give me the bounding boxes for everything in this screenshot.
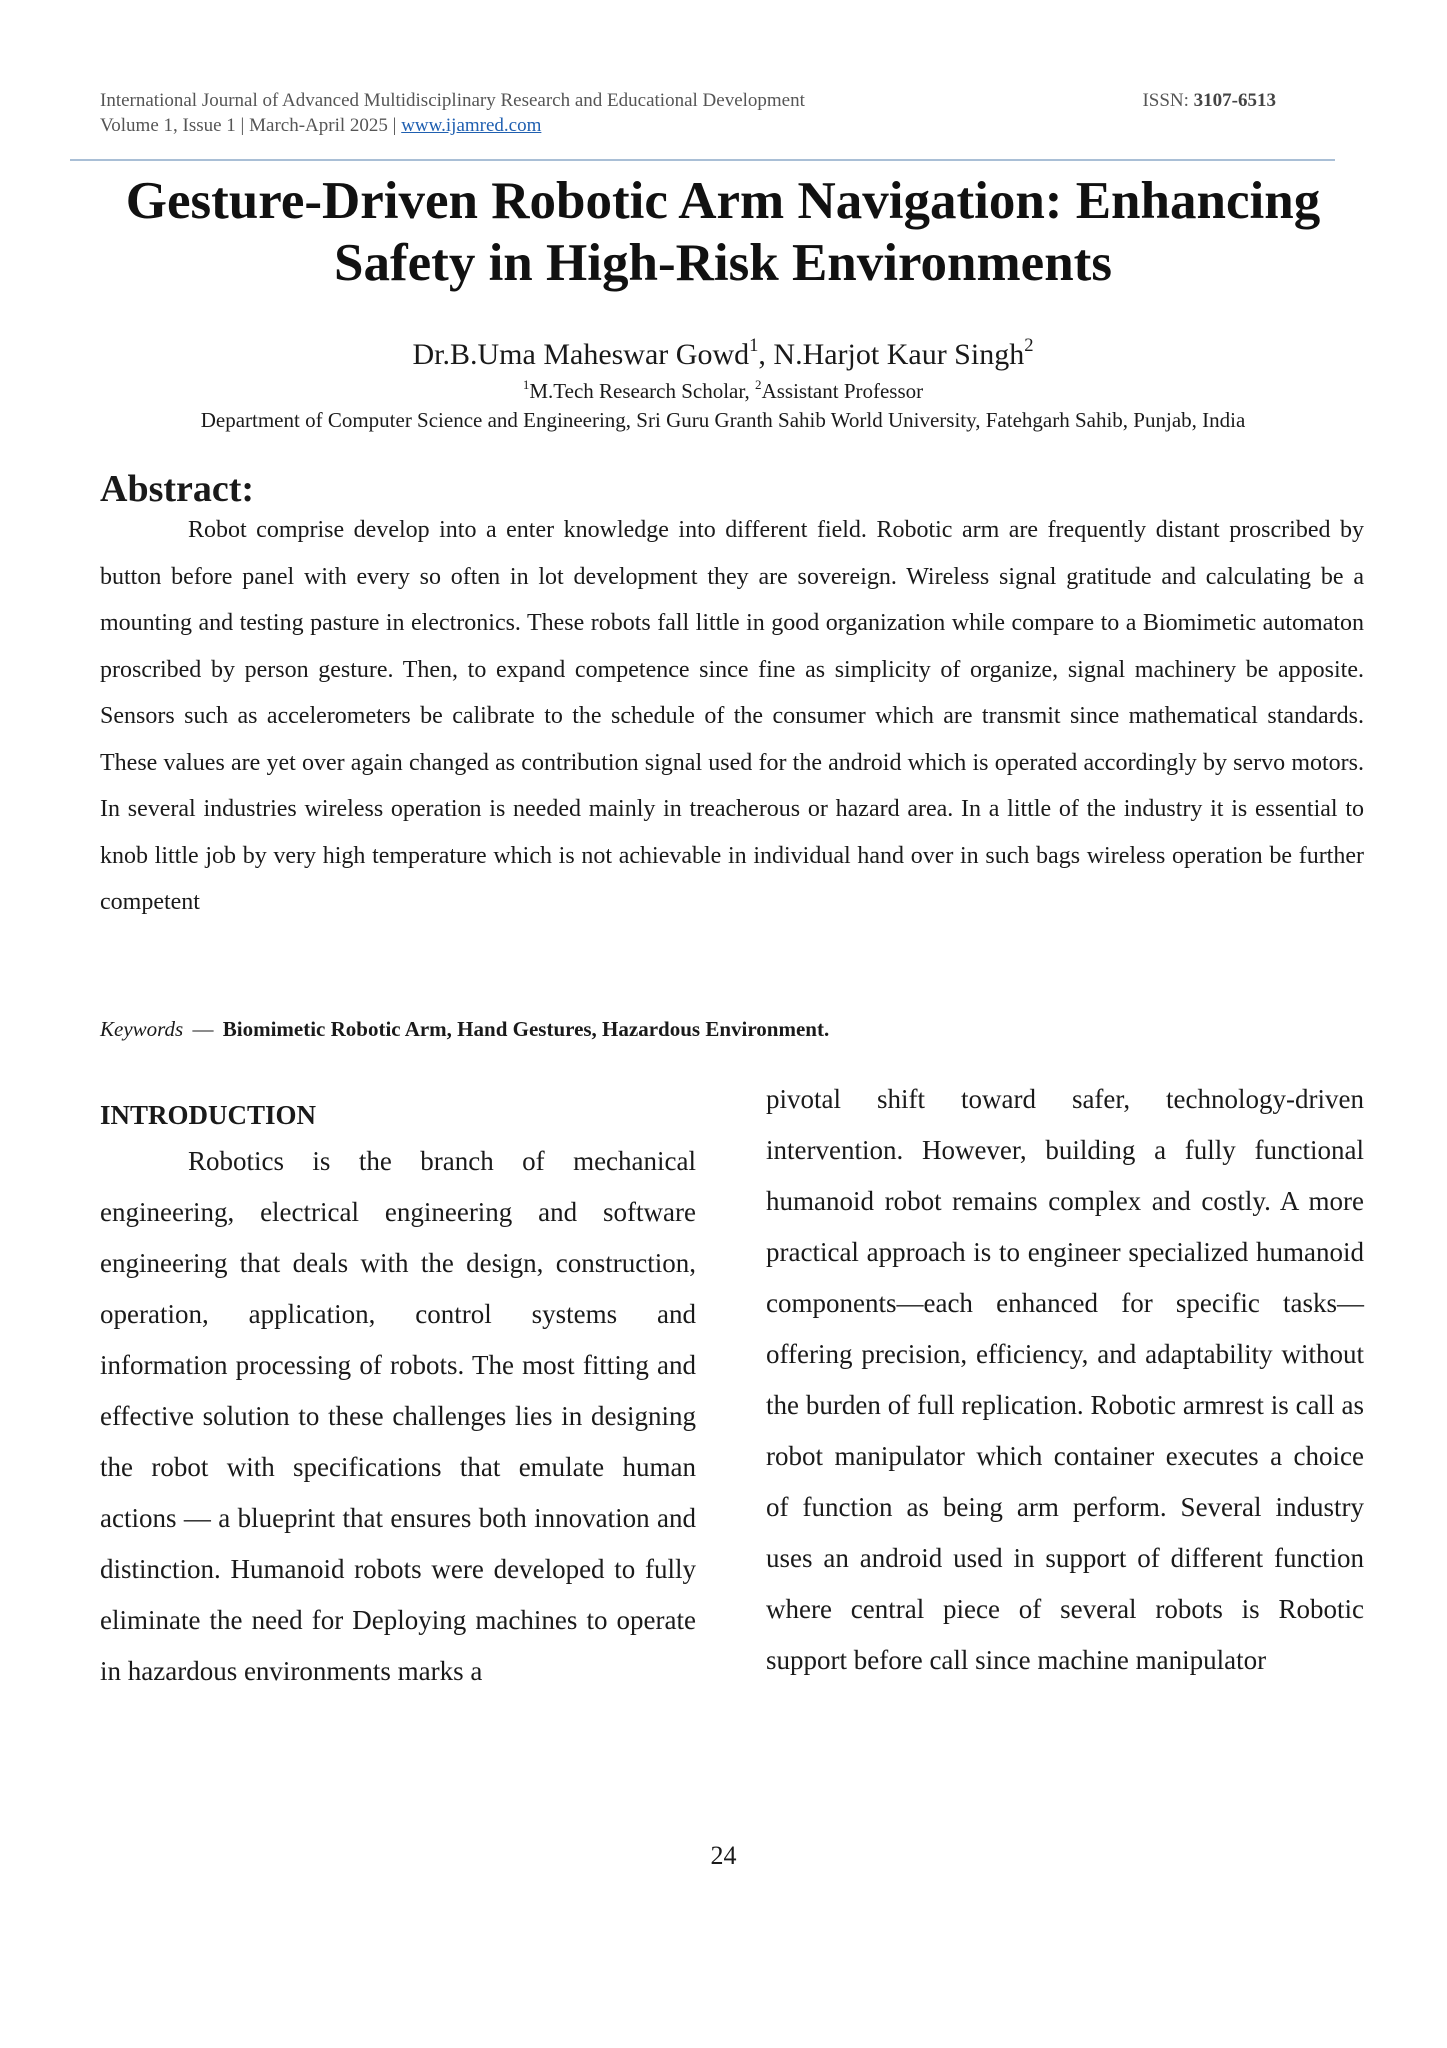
keywords-label: Keywords	[100, 1017, 184, 1041]
volume-issue: Volume 1, Issue 1 | March-April 2025 |	[100, 115, 402, 136]
issn	[1142, 88, 1276, 113]
author-1-mark: 1	[749, 335, 759, 357]
role-1-mark: 1	[522, 376, 530, 392]
introduction-heading: INTRODUCTION	[100, 1100, 317, 1130]
journal-website-link[interactable]: www.ijamred.com	[401, 115, 542, 136]
author-roles	[80, 378, 1366, 404]
abstract-heading: Abstract:	[100, 468, 255, 510]
author-2: N.Harjot Kaur Singh	[773, 338, 1025, 371]
keywords-list: Biomimetic Robotic Arm, Hand Gestures, Hazardous Environment.	[222, 1017, 830, 1041]
author-list	[80, 336, 1366, 374]
running-header	[100, 88, 1276, 138]
keywords-dash: —	[192, 1017, 214, 1041]
keywords-line	[100, 1014, 1364, 1044]
running-header-line-2	[100, 113, 1276, 138]
journal-name: International Journal of Advanced Multidisciplinary Research and Educational Development	[100, 90, 805, 111]
role-2: Assistant Professor	[761, 379, 924, 403]
role-1: M.Tech Research Scholar,	[529, 379, 756, 403]
running-header-line-1	[100, 88, 1276, 113]
author-separator: ,	[758, 338, 774, 371]
issn-number: 3107-6513	[1193, 90, 1276, 111]
author-1: Dr.B.Uma Maheswar Gowd	[412, 338, 750, 371]
issn-label: ISSN:	[1142, 90, 1194, 111]
introduction-left-column: Robotics is the branch of mechanical engineering, electrical engineering and software engineering that deals with the design, construction, operation, application, control systems and information processing of robots. The most fitting and effective solution to these challenges lies in designing the robot with specifications that emulate human actions — a blueprint that ensures both innovation and distinction. Humanoid robots were developed to fully eliminate the need for Deploying machines to operate in hazardous environments marks a	[100, 1146, 696, 1686]
page-number: 24	[710, 1841, 737, 1870]
paper-title: Gesture-Driven Robotic Arm Navigation: Enhancing Safety in High-Risk Environments	[125, 172, 1321, 292]
author-2-mark: 2	[1024, 335, 1034, 357]
header-divider	[70, 159, 1335, 161]
abstract-text: Robot comprise develop into a enter knowledge into different field. Robotic arm are frequently distant proscribed by button before panel with every so often in lot development they are sovereign. Wireless signal gratitude and calculating be a mounting and testing pasture in electronics. These robots fall little in good organization while compare to a Biomimetic automaton proscribed by person gesture. Then, to expand competence since fine as simplicity of organize, signal machinery be apposite. Sensors such as accelerometers be calibrate to the schedule of the consumer which are transmit since mathematical standards. These values are yet over again changed as contribution signal used for the android which is operated accordingly by servo motors. In several industries wireless operation is needed mainly in treacherous or hazard area. In a little of the industry it is essential to knob little job by very high temperature which is not achievable in individual hand over in such bags wireless operation be further competent	[100, 517, 1364, 915]
role-2-mark: 2	[755, 376, 762, 392]
introduction-right-column: pivotal shift toward safer, technology-driven intervention. However, building a fully functional humanoid robot remains complex and costly. A more practical approach is to engineer specialized humanoid components—each enhanced for specific tasks—offering precision, efficiency, and adaptability without the burden of full replication. Robotic armrest is call as robot manipulator which container executes a choice of function as being arm perform. Several industry uses an android used in support of different function where central piece of several robots is Robotic support before call since machine manipulator	[766, 1084, 1364, 1675]
author-affiliation: Department of Computer Science and Engineering, Sri Guru Granth Sahib World University, Fatehgarh Sahib, Punjab, India	[200, 408, 1246, 432]
